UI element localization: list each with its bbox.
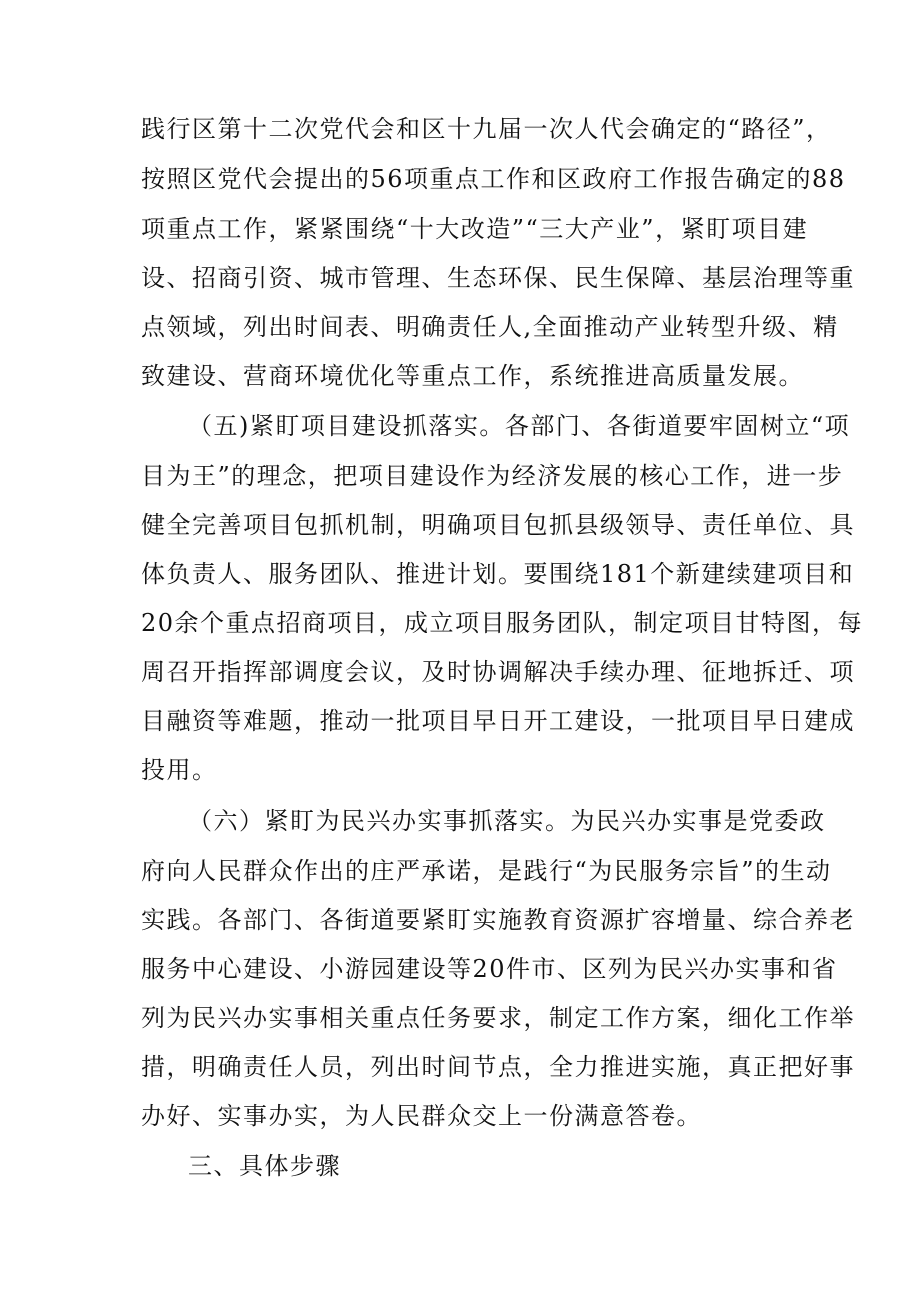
paragraph-line: 健全完善项目包抓机制，明确项目包抓县级领导、责任单位、具: [141, 511, 855, 539]
paragraph-line: 服务中心建设、小游园建设等20件市、区列为民兴办实事和省: [141, 955, 838, 983]
paragraph-line: 目为王”的理念，把项目建设作为经济发展的核心工作，进一步: [141, 462, 844, 490]
section-heading-six: （六）紧盯为民兴办实事抓落实。为民兴办实事是党委政: [188, 807, 826, 835]
paragraph-line: 践行区第十二次党代会和区十九届一次人代会确定的“路径”，: [141, 115, 832, 143]
paragraph-line: 点领域，列出时间表、明确责任人,全面推动产业转型升级、精: [141, 313, 839, 341]
section-heading-five: （五)紧盯项目建设抓落实。各部门、各街道要牢固树立“项: [188, 412, 851, 440]
paragraph-line: 府向人民群众作出的庄严承诺，是践行“为民服务宗旨”的生动: [141, 857, 832, 885]
paragraph-line: 措，明确责任人员，列出时间节点，全力推进实施，真正把好事: [141, 1053, 855, 1081]
paragraph-line: 致建设、营商环境优化等重点工作，系统推进高质量发展。: [141, 362, 804, 390]
paragraph-line: 办好、实事办实，为人民群众交上一份满意答卷。: [141, 1102, 702, 1130]
section-heading-three: 三、具体步骤: [188, 1152, 341, 1180]
paragraph-line: 按照区党代会提出的56项重点工作和区政府工作报告确定的88: [141, 165, 846, 193]
paragraph-line: 目融资等难题，推动一批项目早日开工建设，一批项目早日建成: [141, 707, 855, 735]
paragraph-line: 周召开指挥部调度会议，及时协调解决手续办理、征地拆迁、项: [141, 658, 855, 686]
paragraph-line: 体负责人、服务团队、推进计划。要围绕181个新建续建项目和: [141, 560, 855, 588]
paragraph-line: 20余个重点招商项目，成立项目服务团队，制定项目甘特图，每: [141, 609, 864, 637]
paragraph-line: 列为民兴办实事相关重点任务要求，制定工作方案，细化工作举: [141, 1004, 855, 1032]
paragraph-line: 项重点工作，紧紧围绕“十大改造”“三大产业”，紧盯项目建: [141, 215, 809, 243]
paragraph-line: 投用。: [141, 756, 218, 784]
paragraph-line: 设、招商引资、城市管理、生态环保、民生保障、基层治理等重: [141, 264, 855, 292]
paragraph-line: 实践。各部门、各街道要紧盯实施教育资源扩容增量、综合养老: [141, 906, 855, 934]
